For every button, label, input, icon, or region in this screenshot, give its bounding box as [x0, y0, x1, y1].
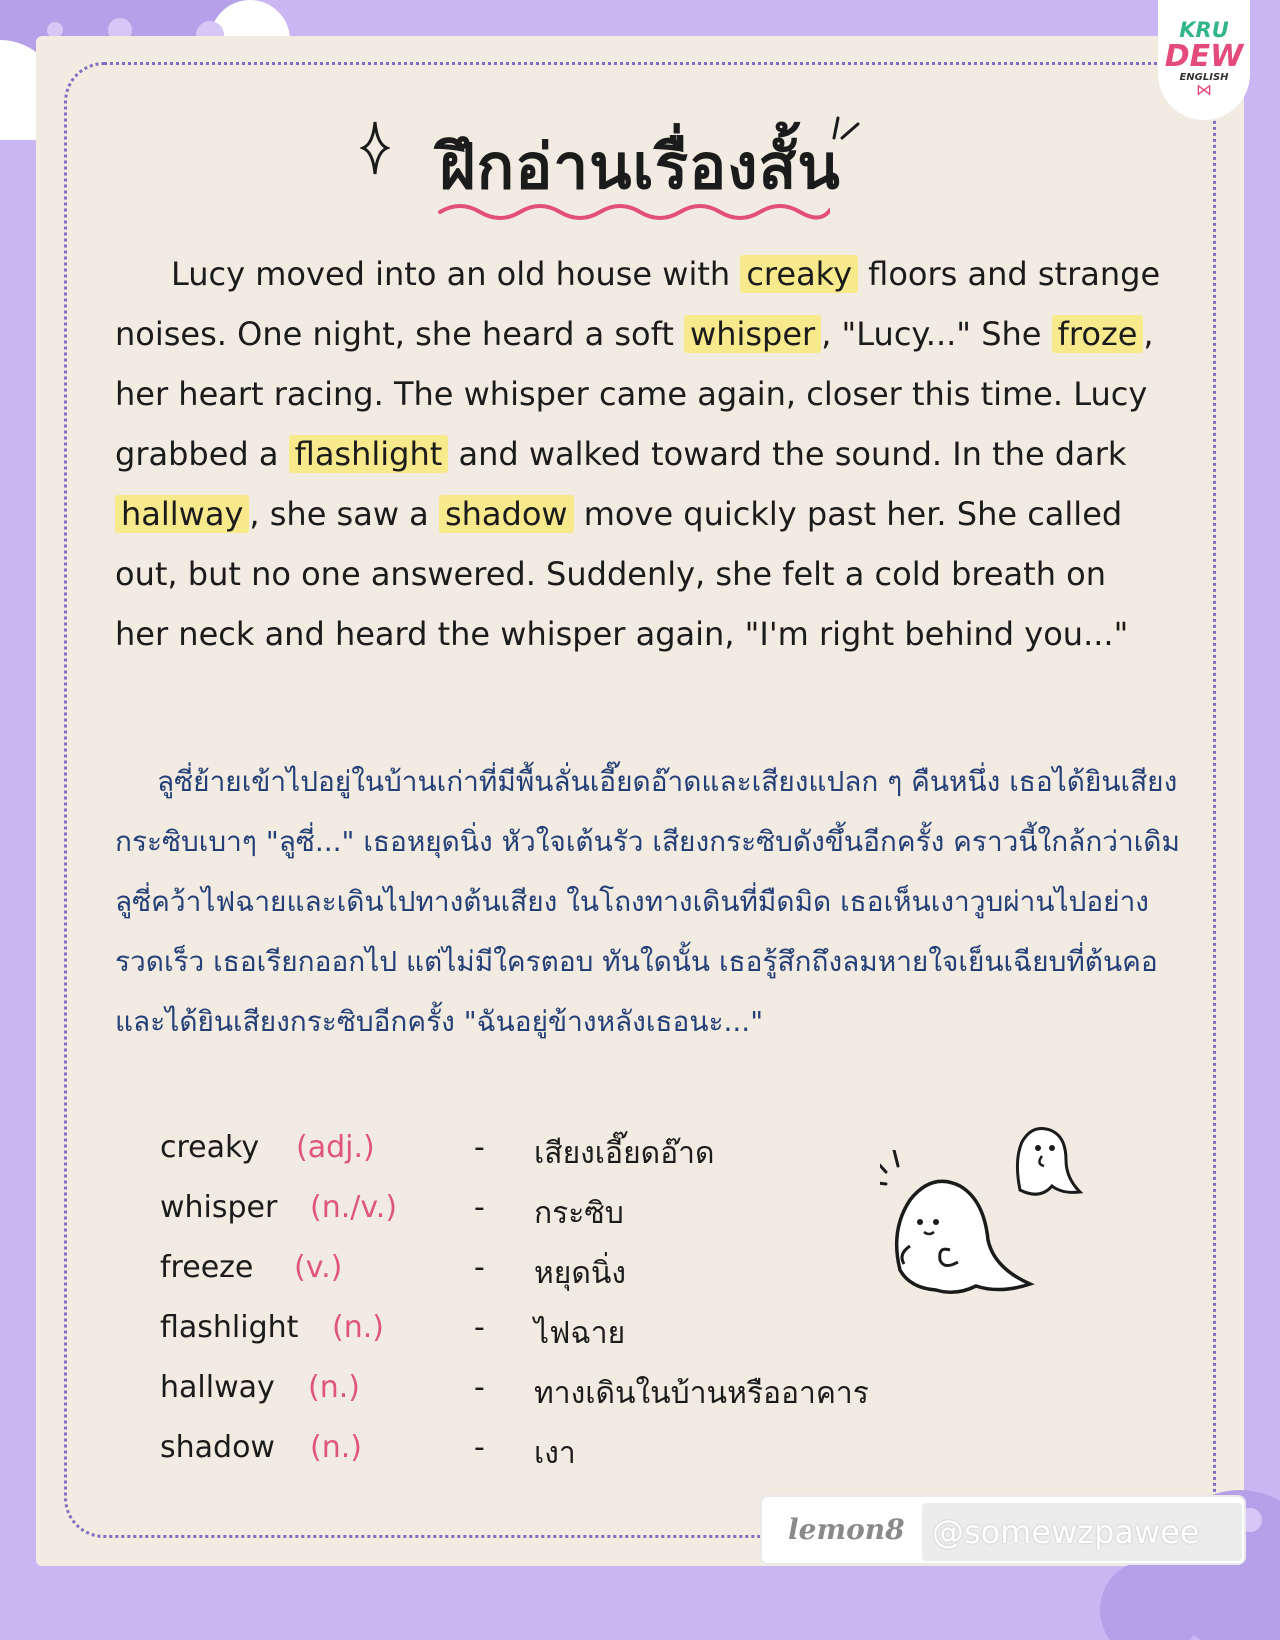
- vocab-meaning: ไฟฉาย: [534, 1316, 626, 1351]
- vocab-pos: (n.): [332, 1310, 384, 1345]
- vocab-dash: -: [474, 1370, 485, 1405]
- vocab-row: [160, 1310, 920, 1370]
- story-text: move quickly past her. She called out, but no one answered. Suddenly, she felt a cold breath on her neck and heard the whisper again, "I'm right behind you...": [115, 495, 1129, 653]
- highlight-whisper: whisper: [684, 315, 821, 353]
- vocab-pos: (n.): [308, 1370, 360, 1405]
- bow-icon: ⋈: [1196, 80, 1212, 99]
- vocab-pos: (adj.): [296, 1130, 375, 1165]
- kru-dew-logo: [1158, 0, 1250, 120]
- vocab-meaning: กระซิบ: [534, 1196, 624, 1231]
- vocab-row: [160, 1190, 920, 1250]
- vocab-meaning: เสียงเอี๊ยดอ๊าด: [534, 1136, 715, 1171]
- page-title: ฝึกอ่านเรื่องสั้น: [439, 130, 841, 203]
- vocab-dash: -: [474, 1250, 485, 1285]
- story-text: floors and strange noises. One night, she heard a soft: [115, 255, 1161, 353]
- vocab-word: hallway: [160, 1370, 275, 1405]
- english-story: [115, 244, 1165, 664]
- story-text: , "Lucy..." She: [821, 315, 1052, 353]
- vocab-pos: (v.): [294, 1250, 343, 1285]
- vocabulary-list: [160, 1130, 920, 1490]
- highlight-shadow: shadow: [439, 495, 574, 533]
- vocab-row: [160, 1430, 920, 1490]
- highlight-flashlight: flashlight: [289, 435, 449, 473]
- vocab-dash: -: [474, 1310, 485, 1345]
- vocab-word: shadow: [160, 1430, 275, 1465]
- vocab-meaning: เงา: [534, 1436, 576, 1471]
- story-text: , her heart racing. The whisper came again, closer this time. Lucy grabbed a: [115, 315, 1154, 473]
- vocab-dash: -: [474, 1130, 485, 1165]
- vocab-meaning: หยุดนิ่ง: [534, 1256, 626, 1291]
- highlight-froze: froze: [1052, 315, 1144, 353]
- lemon8-logo: lemon8: [788, 1513, 905, 1546]
- vocab-pos: (n./v.): [310, 1190, 398, 1225]
- author-handle: @somewzpawee: [922, 1503, 1242, 1561]
- vocab-pos: (n.): [310, 1430, 362, 1465]
- vocab-word: whisper: [160, 1190, 278, 1225]
- vocab-word: creaky: [160, 1130, 260, 1165]
- accent-lines-icon: [828, 108, 868, 148]
- story-text: and walked toward the sound. In the dark: [448, 435, 1127, 473]
- logo-line-1: KRU: [1179, 18, 1229, 42]
- vocab-word: flashlight: [160, 1310, 299, 1345]
- vocab-dash: -: [474, 1430, 485, 1465]
- highlight-hallway: hallway: [115, 495, 249, 533]
- ghost-icon: [880, 1150, 1060, 1310]
- thai-translation: ลูซี่ย้ายเข้าไปอยู่ในบ้านเก่าที่มีพื้นลั่นเอี๊ยดอ๊าดและเสียงแปลก ๆ คืนหนึ่ง เธอได้ยินเสียงกระซิบเบาๆ "ลูซี่..." เธอหยุดนิ่ง หัวใจเต้นรัว เสียงกระซิบดังขึ้นอีกครั้ง คราวนี้ใกล้กว่าเดิม ลูซี่คว้าไฟฉายและเดินไปทางต้นเสียง ในโถงทางเดินที่มืดมิด เธอเห็นเงาวูบผ่านไปอย่างรวดเร็ว เธอเรียกออกไป แต่ไม่มีใครตอบ ทันใดนั้น เธอรู้สึกถึงลมหายใจเย็นเฉียบที่ต้นคอ และได้ยินเสียงกระซิบอีกครั้ง "ฉันอยู่ข้างหลังเธอนะ...": [115, 765, 1180, 1038]
- vocab-dash: -: [474, 1190, 485, 1225]
- watermark-banner: [760, 1495, 1246, 1565]
- vocab-word: freeze: [160, 1250, 254, 1285]
- logo-line-2: DEW: [1164, 39, 1244, 74]
- wavy-underline: [436, 198, 830, 222]
- vocab-row: [160, 1250, 920, 1310]
- vocab-meaning: ทางเดินในบ้านหรืออาคาร: [534, 1376, 869, 1411]
- vocab-row: [160, 1130, 920, 1190]
- vocab-row: [160, 1370, 920, 1430]
- story-text: , she saw a: [249, 495, 439, 533]
- logo-line-3: ENGLISH: [1179, 72, 1229, 83]
- highlight-creaky: creaky: [740, 255, 858, 293]
- story-text: Lucy moved into an old house with: [171, 255, 741, 293]
